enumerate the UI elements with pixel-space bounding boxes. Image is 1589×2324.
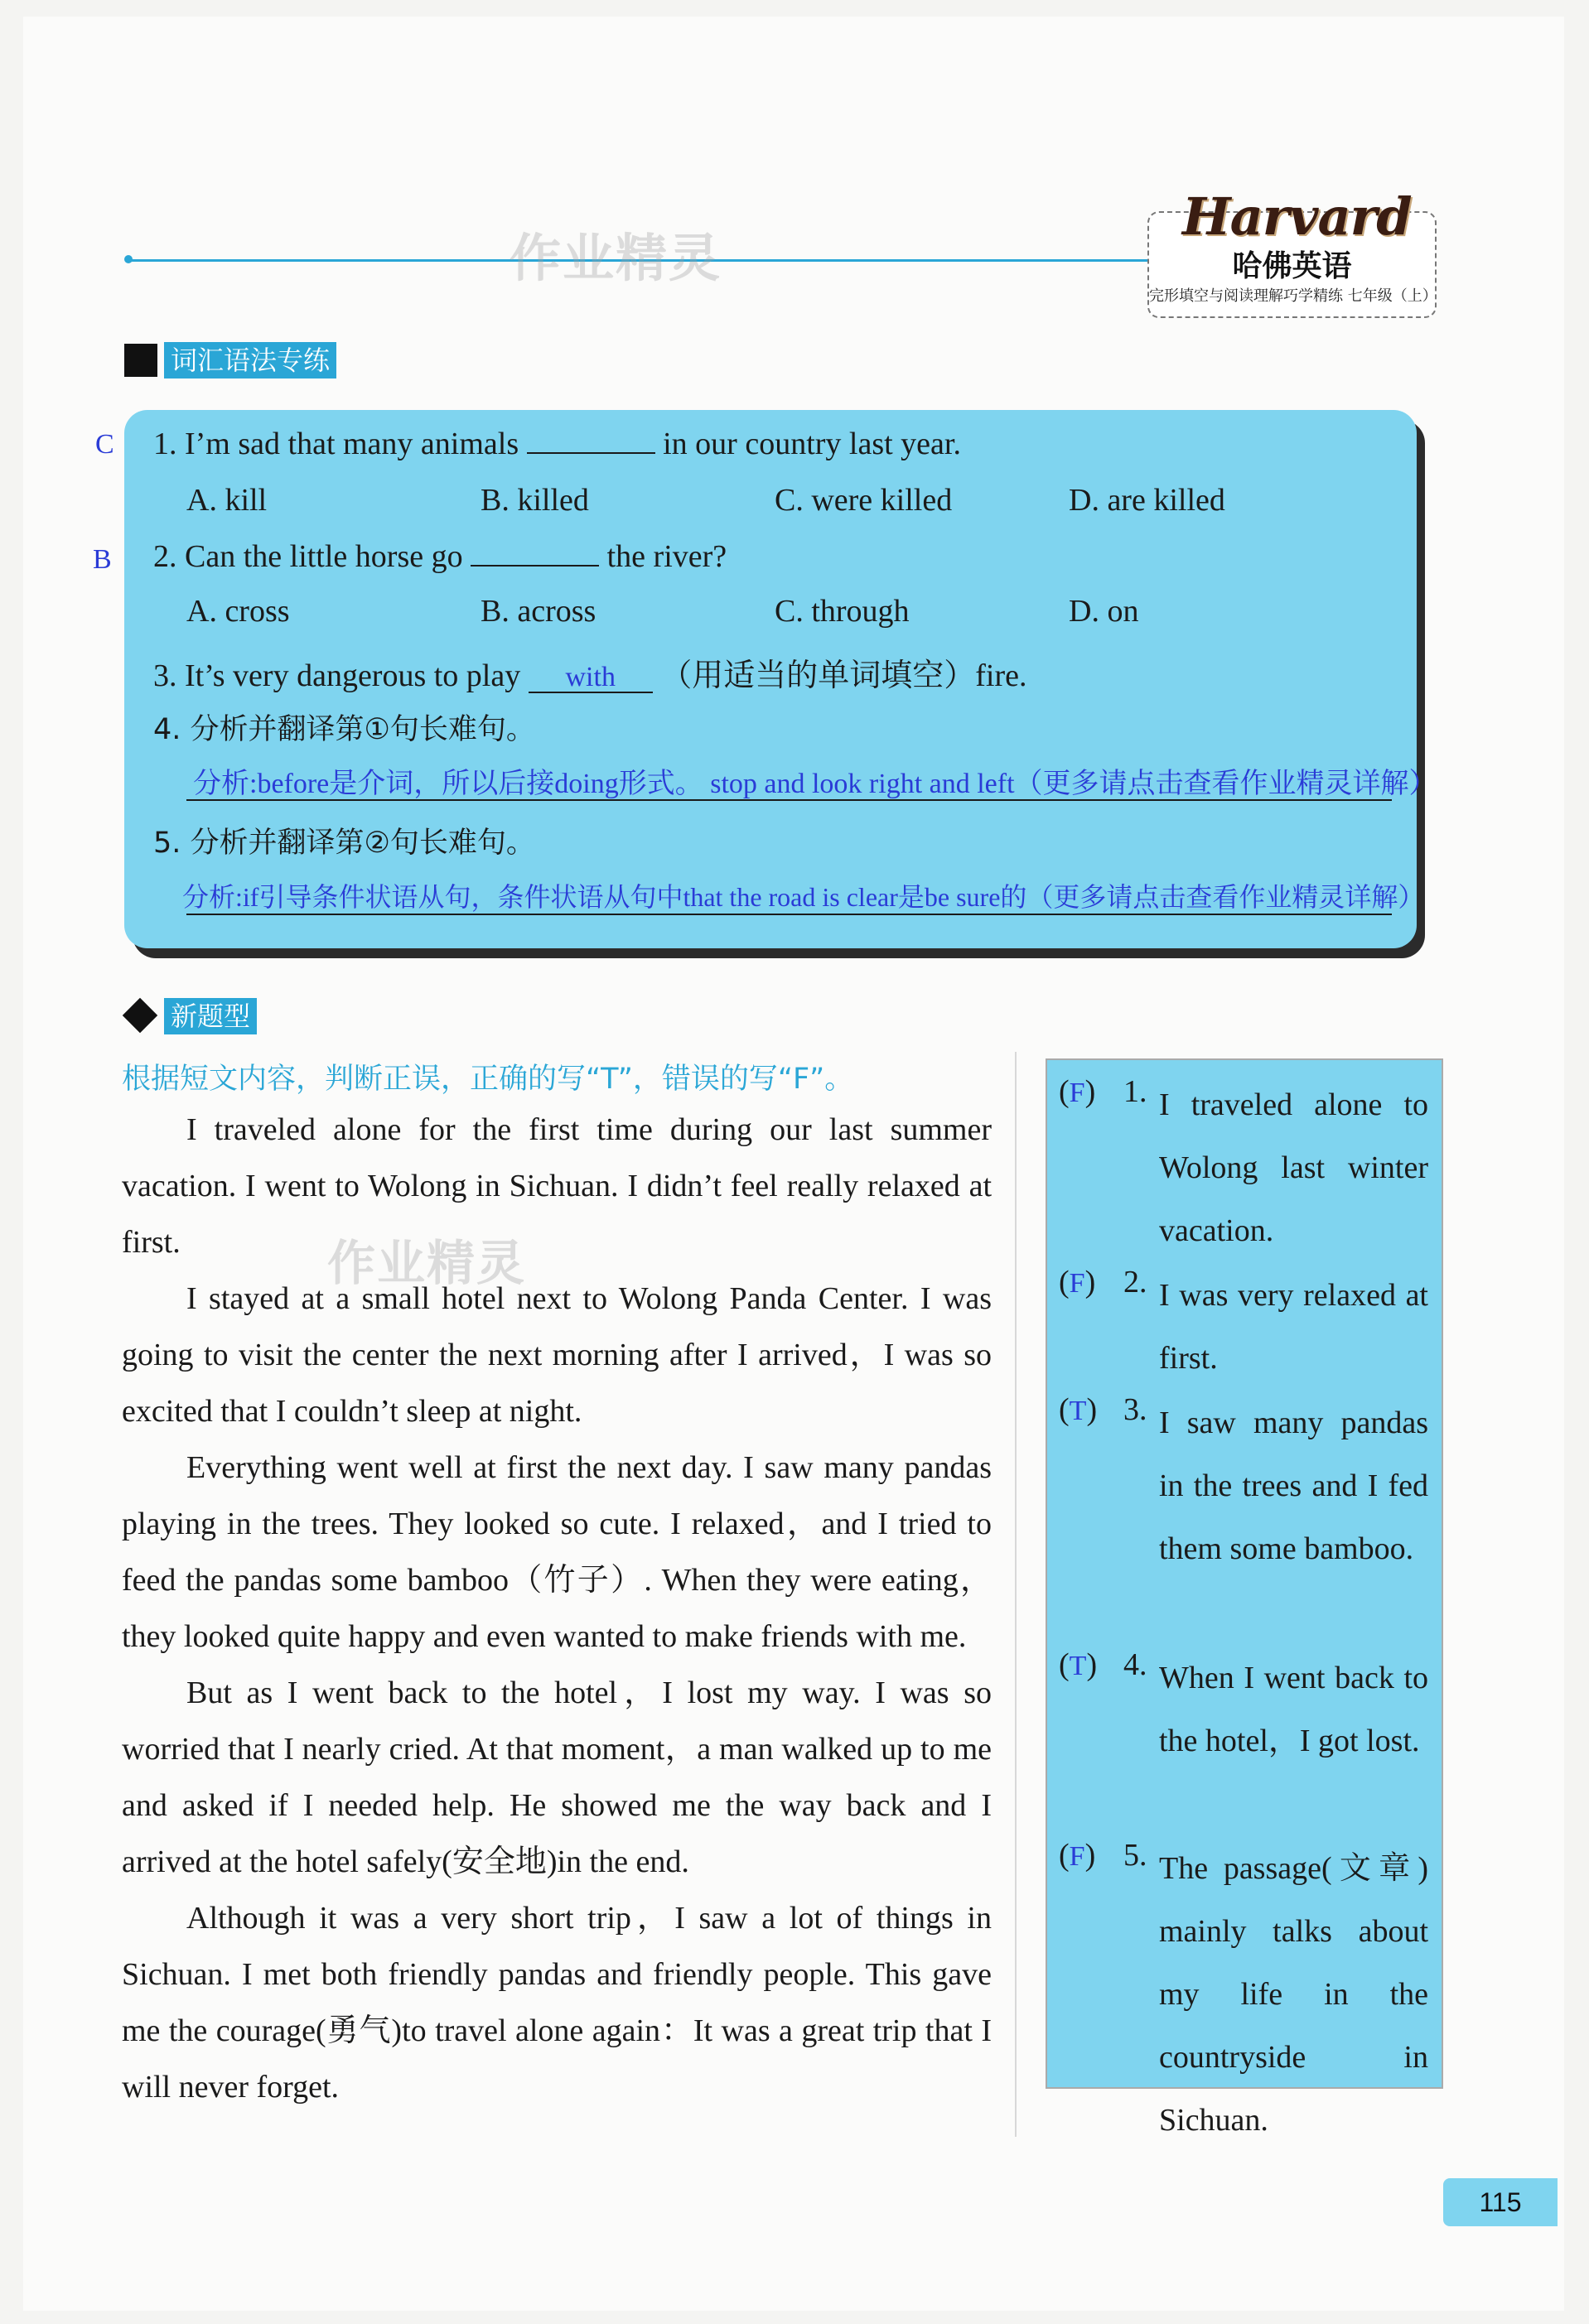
- tf-statement-4: When I went back to the hotel，I got lost.: [1159, 1661, 1428, 1758]
- question-3-blank[interactable]: with: [529, 663, 653, 693]
- question-1: [153, 426, 961, 462]
- page-number: 115: [1443, 2178, 1558, 2226]
- question-5-analysis: 分析:if引导条件状语从句，条件状语从句中that the road is clear是be sure的（更多请点击查看作业精灵详解）: [182, 882, 1425, 912]
- watermark-top: 作业精灵: [510, 228, 722, 288]
- answer-line-q4: [186, 799, 1392, 801]
- brand-logo: [1147, 186, 1437, 318]
- tf-statement-3: I saw many pandas in the trees and I fed them some bamboo.: [1159, 1405, 1428, 1566]
- answer-line-q5: [186, 914, 1392, 915]
- question-4-analysis: 分析:before是介词，所以后接doing形式。 stop and look right and left（更多请点击查看作业精灵详解）: [193, 769, 1437, 799]
- q2-option-b: B. across: [481, 594, 596, 629]
- paragraph-2: I stayed at a small hotel next to Wolong Panda Center. I was going to visit the center the next morning after I arrived，I was so excited that I couldn’t sleep at night.: [122, 1281, 992, 1429]
- tf-statement-2: I was very relaxed at first.: [1159, 1278, 1428, 1376]
- tf-number-5: 5.: [1123, 1838, 1147, 1873]
- tf-answer-1[interactable]: F: [1069, 1078, 1085, 1108]
- paragraph-5: Although it was a very short trip，I saw a lot of things in Sichuan. I met both friendly pandas and friendly people. This gave me the courage(勇气)to travel alone again：It was a great trip that I will never forget.: [122, 1901, 992, 2105]
- q2-option-c: C. through: [775, 594, 910, 629]
- reading-passage: [122, 1102, 992, 2115]
- tf-number-1: 1.: [1123, 1074, 1147, 1109]
- brand-english: Harvard: [1182, 186, 1412, 247]
- tf-statement-5: The passage(文章) mainly talks about my life in the countryside in Sichuan.: [1159, 1851, 1428, 2138]
- q1-option-c: C. were killed: [775, 483, 953, 518]
- paragraph-4: But as I went back to the hotel，I lost my way. I was so worried that I nearly cried. At that moment，a man walked up to me and asked if I needed help. He showed me the way back and I arrived at the hotel safely(安全地)in the end.: [122, 1675, 992, 1879]
- paragraph-1: I traveled alone for the first time during our last summer vacation. I went to Wolong in Sichuan. I didn’t feel really relaxed at first.: [122, 1112, 992, 1260]
- answer-q1: C: [95, 429, 114, 460]
- question-2-stem-end: the river?: [606, 539, 727, 574]
- question-1-stem: 1. I’m sad that many animals: [153, 427, 519, 461]
- question-1-stem-end: in our country last year.: [663, 427, 961, 461]
- column-divider: [1015, 1052, 1017, 2137]
- tf-answer-5[interactable]: F: [1069, 1841, 1085, 1872]
- section-title: 词汇语法专练: [164, 342, 336, 378]
- question-2-blank[interactable]: [471, 540, 599, 567]
- brand-subtitle: 完形填空与阅读理解巧学精练 七年级（上）: [1149, 287, 1437, 305]
- paragraph-3: Everything went well at first the next day. I saw many pandas playing in the trees. They looked so cute. I relaxed，and I tried to feed the pandas some bamboo（竹子）. When they were eating，they looked quite happy and even wanted to make friends with me.: [122, 1450, 992, 1654]
- section-title-new: 新题型: [164, 998, 257, 1034]
- question-3-stem: 3. It’s very dangerous to play: [153, 658, 521, 693]
- tf-number-2: 2.: [1123, 1265, 1147, 1299]
- q1-option-a: A. kill: [186, 483, 268, 518]
- q1-option-d: D. are killed: [1069, 483, 1225, 518]
- question-2: [153, 538, 727, 575]
- tf-number-3: 3.: [1123, 1392, 1147, 1427]
- q2-option-d: D. on: [1069, 594, 1139, 629]
- question-3: [153, 649, 1026, 695]
- true-false-box: (F) 1. I traveled alone to Wolong last winter vacation. (F) 2. I was very relaxed at first. (T) 3. I saw many pandas in the trees and I fed them some bamboo. (T) 4. When I went back to the hotel，I got lost. (F) 5. The passage(文章) mainly talks about my life in the countryside in Sichuan.: [1046, 1058, 1443, 2089]
- tf-statement-1: I traveled alone to Wolong last winter vacation.: [1159, 1087, 1428, 1248]
- question-2-stem: 2. Can the little horse go: [153, 539, 463, 574]
- answer-q2: B: [93, 544, 112, 575]
- tf-answer-2[interactable]: F: [1069, 1268, 1085, 1299]
- q1-option-b: B. killed: [481, 483, 589, 518]
- watermark-middle: 作业精灵: [327, 1235, 527, 1291]
- instructions: 根据短文内容，判断正误，正确的写“T”，错误的写“F”。: [122, 1063, 854, 1096]
- q2-option-a: A. cross: [186, 594, 290, 629]
- question-1-blank[interactable]: [527, 427, 655, 454]
- tf-answer-4[interactable]: T: [1069, 1651, 1087, 1681]
- question-3-stem-end: （用适当的单词填空）fire.: [660, 658, 1027, 693]
- square-bullet-icon: [124, 344, 157, 377]
- question-5: 5. 分析并翻译第②句长难句。: [153, 827, 535, 860]
- brand-chinese: 哈佛英语: [1232, 249, 1352, 283]
- tf-number-4: 4.: [1123, 1647, 1147, 1682]
- tf-answer-3[interactable]: T: [1069, 1396, 1087, 1426]
- question-4: 4. 分析并翻译第①句长难句。: [153, 713, 535, 746]
